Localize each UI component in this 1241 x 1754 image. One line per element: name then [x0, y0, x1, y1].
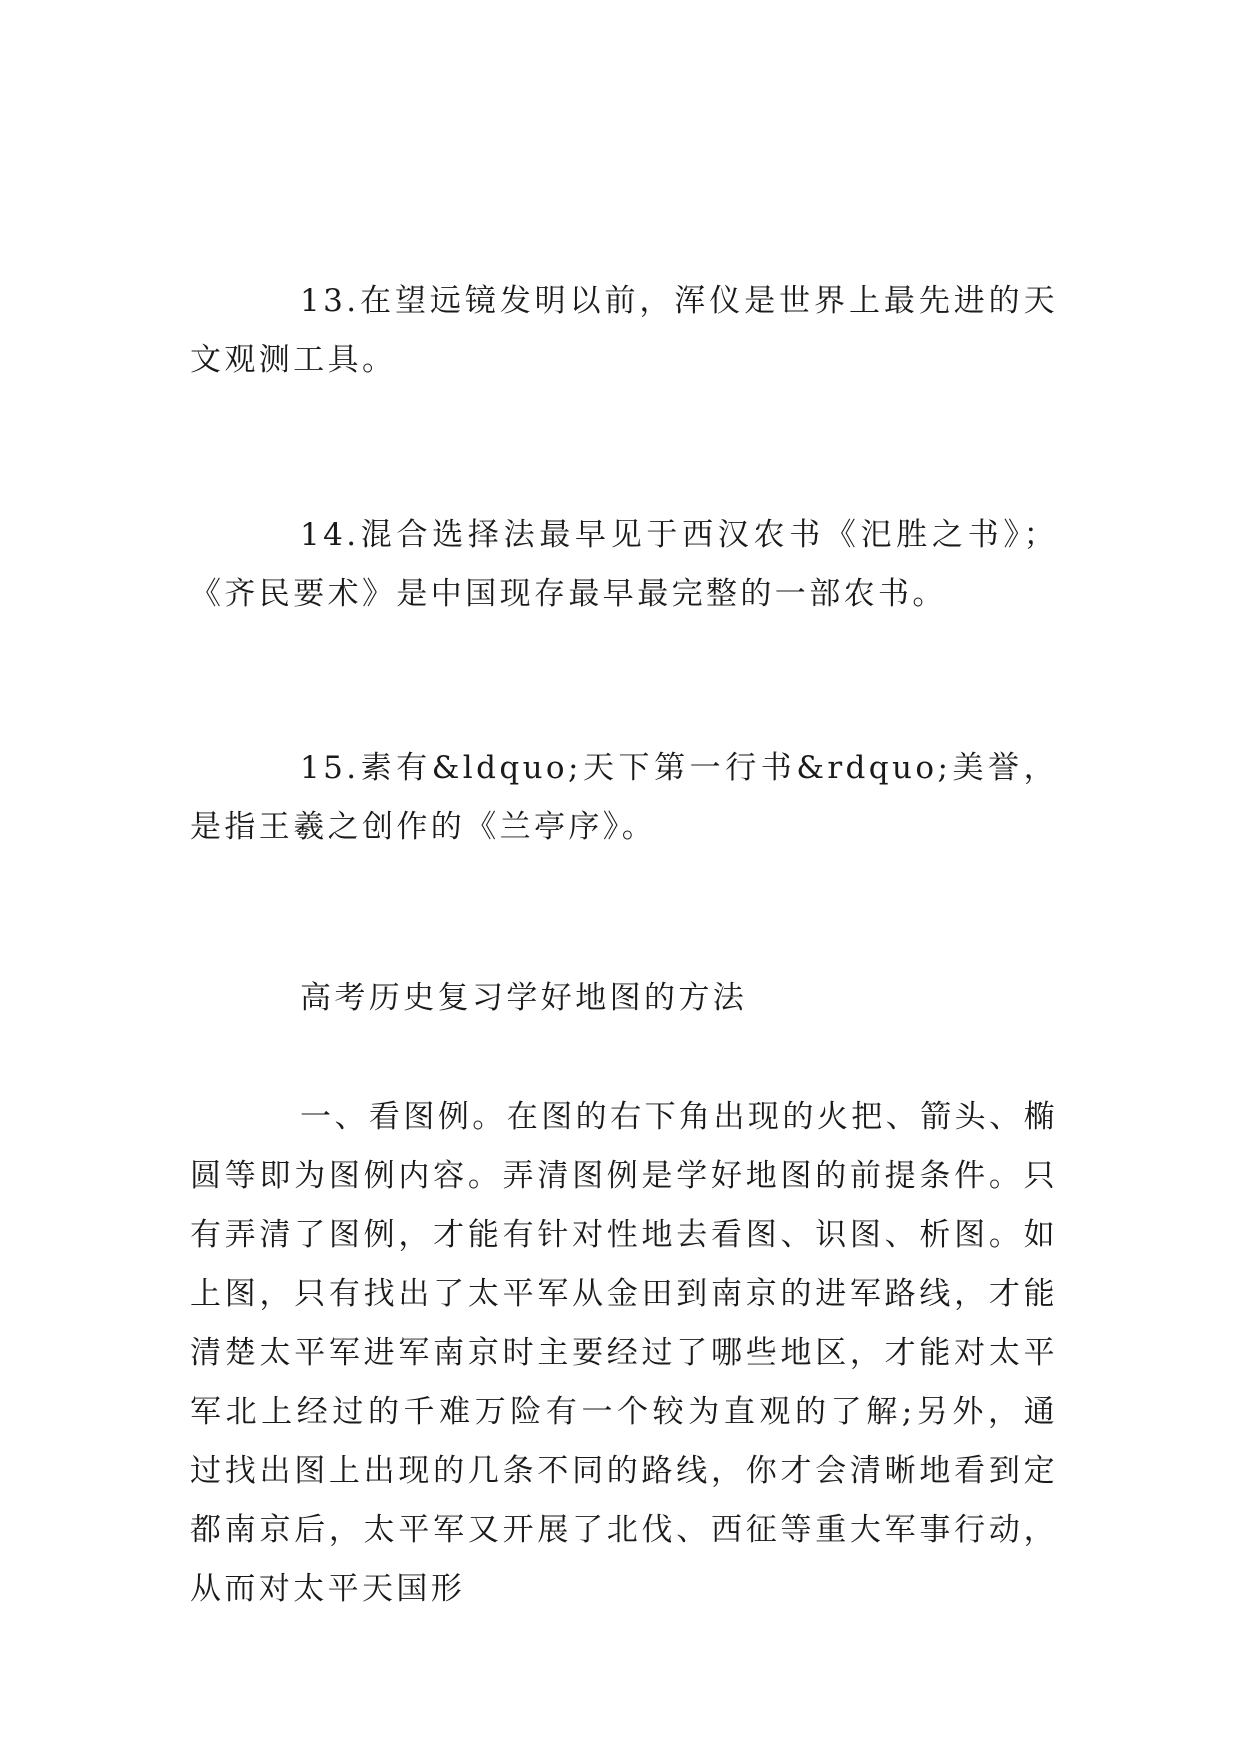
section-heading: 高考历史复习学好地图的方法 [300, 980, 748, 1016]
paragraph-item-13: 13.在望远镜发明以前，浑仪是世界上最先进的天文观测工具。 [190, 283, 1058, 378]
paragraph-item-15: 15.素有&ldquo;天下第一行书&rdquo;美誉，是指王羲之创作的《兰亭序》。 [190, 750, 1058, 845]
section-paragraph-1: 一、看图例。在图的右下角出现的火把、箭头、椭圆等即为图例内容。弄清图例是学好地图的前提条件。只有弄清了图例，才能有针对性地去看图、识图、析图。如上图，只有找出了太平军从金田到南京的进军路线，才能清楚太平军进军南京时主要经过了哪些地区，才能对太平军北上经过的千难万险有一个较为直观的了解;另外，通过找出图上出现的几条不同的路线，你才会清晰地看到定都南京后，太平军又开展了北伐、西征等重大军事行动，从而对太平天国形 [190, 1099, 1058, 1607]
paragraph-item-14: 14.混合选择法最早见于西汉农书《汜胜之书》；《齐民要术》是中国现存最早最完整的一部农书。 [190, 517, 1058, 612]
